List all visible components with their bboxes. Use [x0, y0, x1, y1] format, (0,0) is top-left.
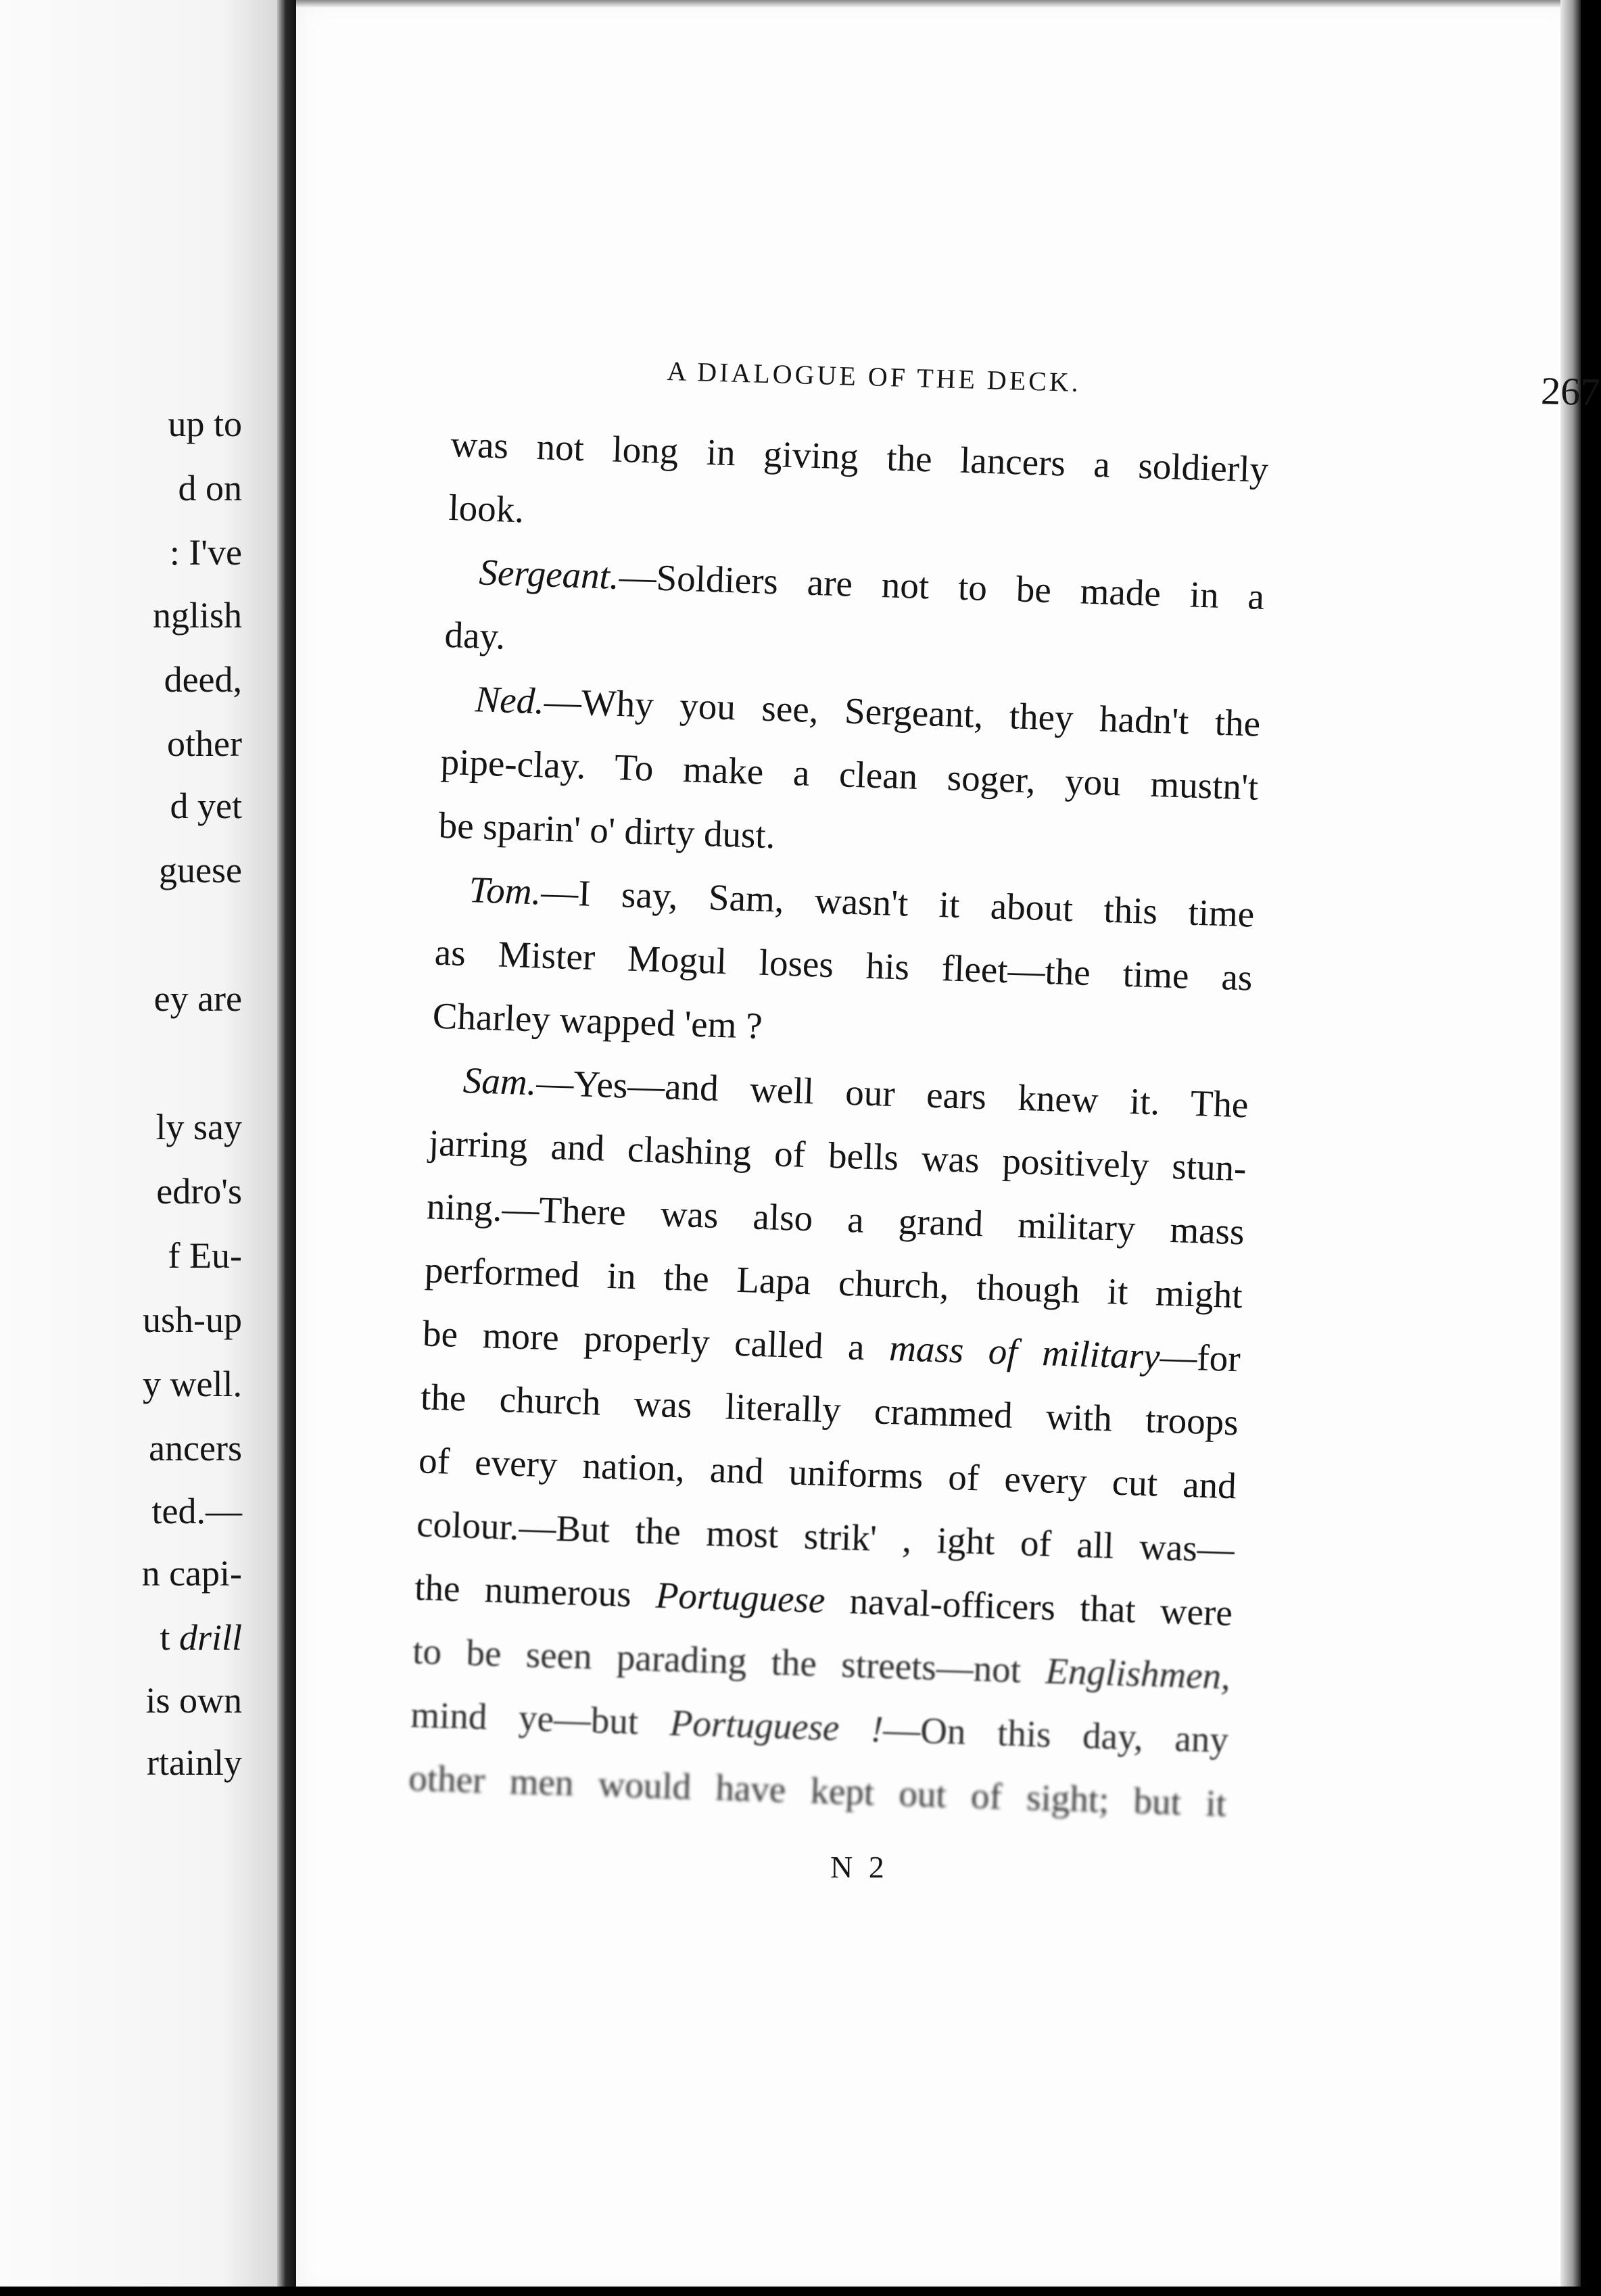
text-line: Charley wapped 'em ? [432, 995, 763, 1047]
body-text [408, 412, 1269, 1836]
left-page-line: ush-up [143, 1299, 242, 1340]
book-gutter [277, 0, 296, 2296]
left-page-line: deed, [164, 659, 242, 700]
text-line: was not long in giving the lancers a soldierly [450, 423, 1269, 490]
left-page-line: d yet [170, 786, 242, 826]
left-page-line: ey are [153, 978, 242, 1019]
text-line: ning.—There was also a grand military mass [426, 1185, 1245, 1253]
left-page-line: n capi- [141, 1553, 242, 1594]
left-page-line: : I've [169, 532, 242, 573]
text-line: be more properly called a mass of military—for [422, 1312, 1241, 1380]
left-page-line: is own [145, 1680, 242, 1721]
page-right-edge [1560, 0, 1581, 2296]
left-page-line: rtainly [147, 1742, 242, 1783]
text-line: be sparin' o' dirty dust. [437, 804, 776, 857]
text-line: mind ye—but Portuguese !—On this day, any [410, 1694, 1229, 1761]
signature-mark: N 2 [830, 1850, 888, 1884]
speaker-name: Tom. [468, 869, 542, 913]
text-line: Sam.—Yes—and well our ears knew it. The [462, 1059, 1249, 1126]
text-line: to be seen parading the streets—not Englishmen, [412, 1630, 1231, 1698]
left-page-line: f Eu- [168, 1235, 242, 1276]
text-line: performed in the Lapa church, though it might [424, 1249, 1243, 1316]
right-page [296, 0, 1601, 2296]
text-line: other men would have kept out of sight; but it [408, 1757, 1227, 1824]
left-page-line: ancers [149, 1428, 242, 1468]
left-page-line: other [167, 723, 242, 764]
left-page-line: nglish [152, 595, 242, 636]
left-page-line: edro's [156, 1171, 242, 1212]
text-line: of every nation, and uniforms of every cut and [418, 1439, 1237, 1507]
page-top-edge [296, 0, 1581, 8]
text-line: as Mister Mogul loses his fleet—the time as [433, 931, 1253, 999]
left-page [0, 0, 277, 2296]
text-line: Tom.—I say, Sam, wasn't it about this time [468, 869, 1256, 935]
text-line: Sergeant.—Soldiers are not to be made in a [478, 551, 1265, 617]
text-line: colour.—But the most strik' , ight of all was— [416, 1503, 1235, 1571]
text-line: the numerous Portuguese naval-officers that were [414, 1566, 1233, 1634]
left-page-line: t drill [160, 1617, 242, 1658]
left-page-line: ted.— [151, 1491, 242, 1531]
left-page-line: d on [178, 468, 242, 508]
bottom-edge [0, 2287, 1601, 2296]
text-line: day. [444, 613, 506, 657]
speaker-name: Ned. [474, 678, 545, 722]
text-line: pipe-clay. To make a clean soger, you mustn't [439, 740, 1260, 808]
text-line: the church was literally crammed with troops [420, 1376, 1239, 1443]
text-line: look. [448, 486, 525, 531]
text-line: Ned.—Why you see, Sergeant, they hadn't the [474, 678, 1262, 744]
left-page-line: guese [159, 850, 242, 890]
speaker-name: Sam. [462, 1059, 537, 1103]
speaker-name: Sergeant. [478, 551, 620, 597]
left-page-line: up to [168, 404, 242, 444]
page-number: 267 [1540, 368, 1601, 414]
text-line: jarring and clashing of bells was positively stun- [428, 1122, 1247, 1189]
left-page-line: y well. [143, 1364, 242, 1404]
left-page-line: ly say [156, 1107, 242, 1147]
running-head [666, 338, 1600, 425]
running-title: A DIALOGUE OF THE DECK. [667, 355, 1082, 398]
